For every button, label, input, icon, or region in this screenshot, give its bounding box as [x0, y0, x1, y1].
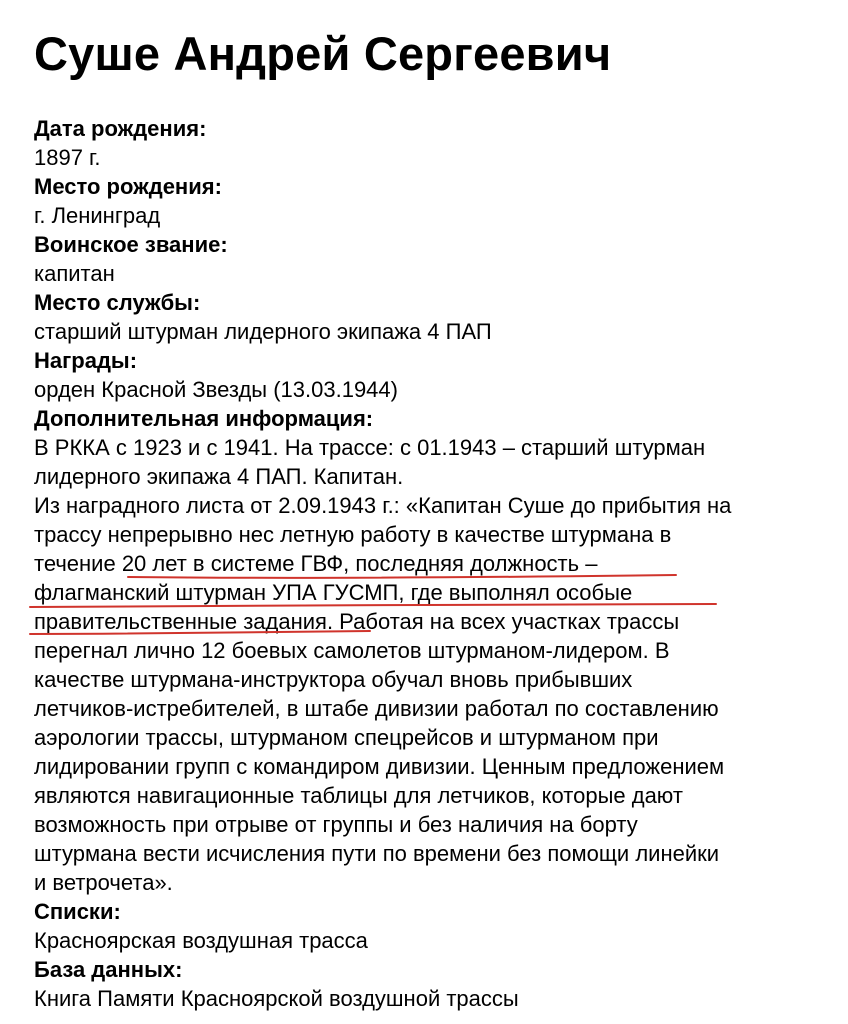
additional-info-line: летчиков-истребителей, в штабе дивизии работал по составлению: [34, 696, 719, 721]
additional-info-line: правительственные задания. Работая на всех участках трассы: [34, 609, 680, 634]
additional-info-line: течение 20 лет в системе ГВФ, последняя должность –: [34, 551, 598, 576]
birth-date-value: 1897 г.: [34, 145, 101, 170]
rank-value: капитан: [34, 261, 115, 286]
additional-info-line: лидерного экипажа 4 ПАП. Капитан.: [34, 464, 404, 489]
additional-info-line: являются навигационные таблицы для летчиков, которые дают: [34, 783, 683, 808]
service-place-label: Место службы:: [34, 290, 201, 315]
additional-info-line: аэрологии трассы, штурманом спецрейсов и штурманом при: [34, 725, 659, 750]
person-name-title: Суше Андрей Сергеевич: [34, 27, 612, 80]
additional-info-line: трассу непрерывно нес летную работу в качестве штурмана в: [34, 522, 672, 547]
service-place-value: старший штурман лидерного экипажа 4 ПАП: [34, 319, 492, 344]
rank-label: Воинское звание:: [34, 232, 228, 257]
database-label: База данных:: [34, 957, 183, 982]
additional-info-line: штурмана вести исчисления пути по времени без помощи линейки: [34, 841, 720, 866]
awards-label: Награды:: [34, 348, 138, 373]
additional-info-label: Дополнительная информация:: [34, 406, 374, 431]
birth-place-value: г. Ленинград: [34, 203, 161, 228]
additional-info-line: лидировании групп с командиром дивизии. Ценным предложением: [34, 754, 725, 779]
additional-info-line: Из наградного листа от 2.09.1943 г.: «Капитан Суше до прибытия на: [34, 493, 732, 518]
awards-value: орден Красной Звезды (13.03.1944): [34, 377, 398, 402]
additional-info-line: и ветрочета».: [34, 870, 173, 895]
additional-info-line: В РККА с 1923 и с 1941. На трассе: с 01.1943 – старший штурман: [34, 435, 706, 460]
person-record: [34, 114, 834, 1013]
additional-info-line: возможность при отрыве от группы и без наличия на борту: [34, 812, 638, 837]
lists-label: Списки:: [34, 899, 121, 924]
additional-info-line: перегнал лично 12 боевых самолетов штурманом-лидером. В: [34, 638, 670, 663]
birth-date-label: Дата рождения:: [34, 116, 207, 141]
birth-place-label: Место рождения:: [34, 174, 222, 199]
additional-info-line: качестве штурмана-инструктора обучал вновь прибывших: [34, 667, 633, 692]
additional-info-line: флагманский штурман УПА ГУСМП, где выполнял особые: [34, 580, 633, 605]
database-value: Книга Памяти Красноярской воздушной трассы: [34, 986, 519, 1011]
lists-value: Красноярская воздушная трасса: [34, 928, 368, 953]
